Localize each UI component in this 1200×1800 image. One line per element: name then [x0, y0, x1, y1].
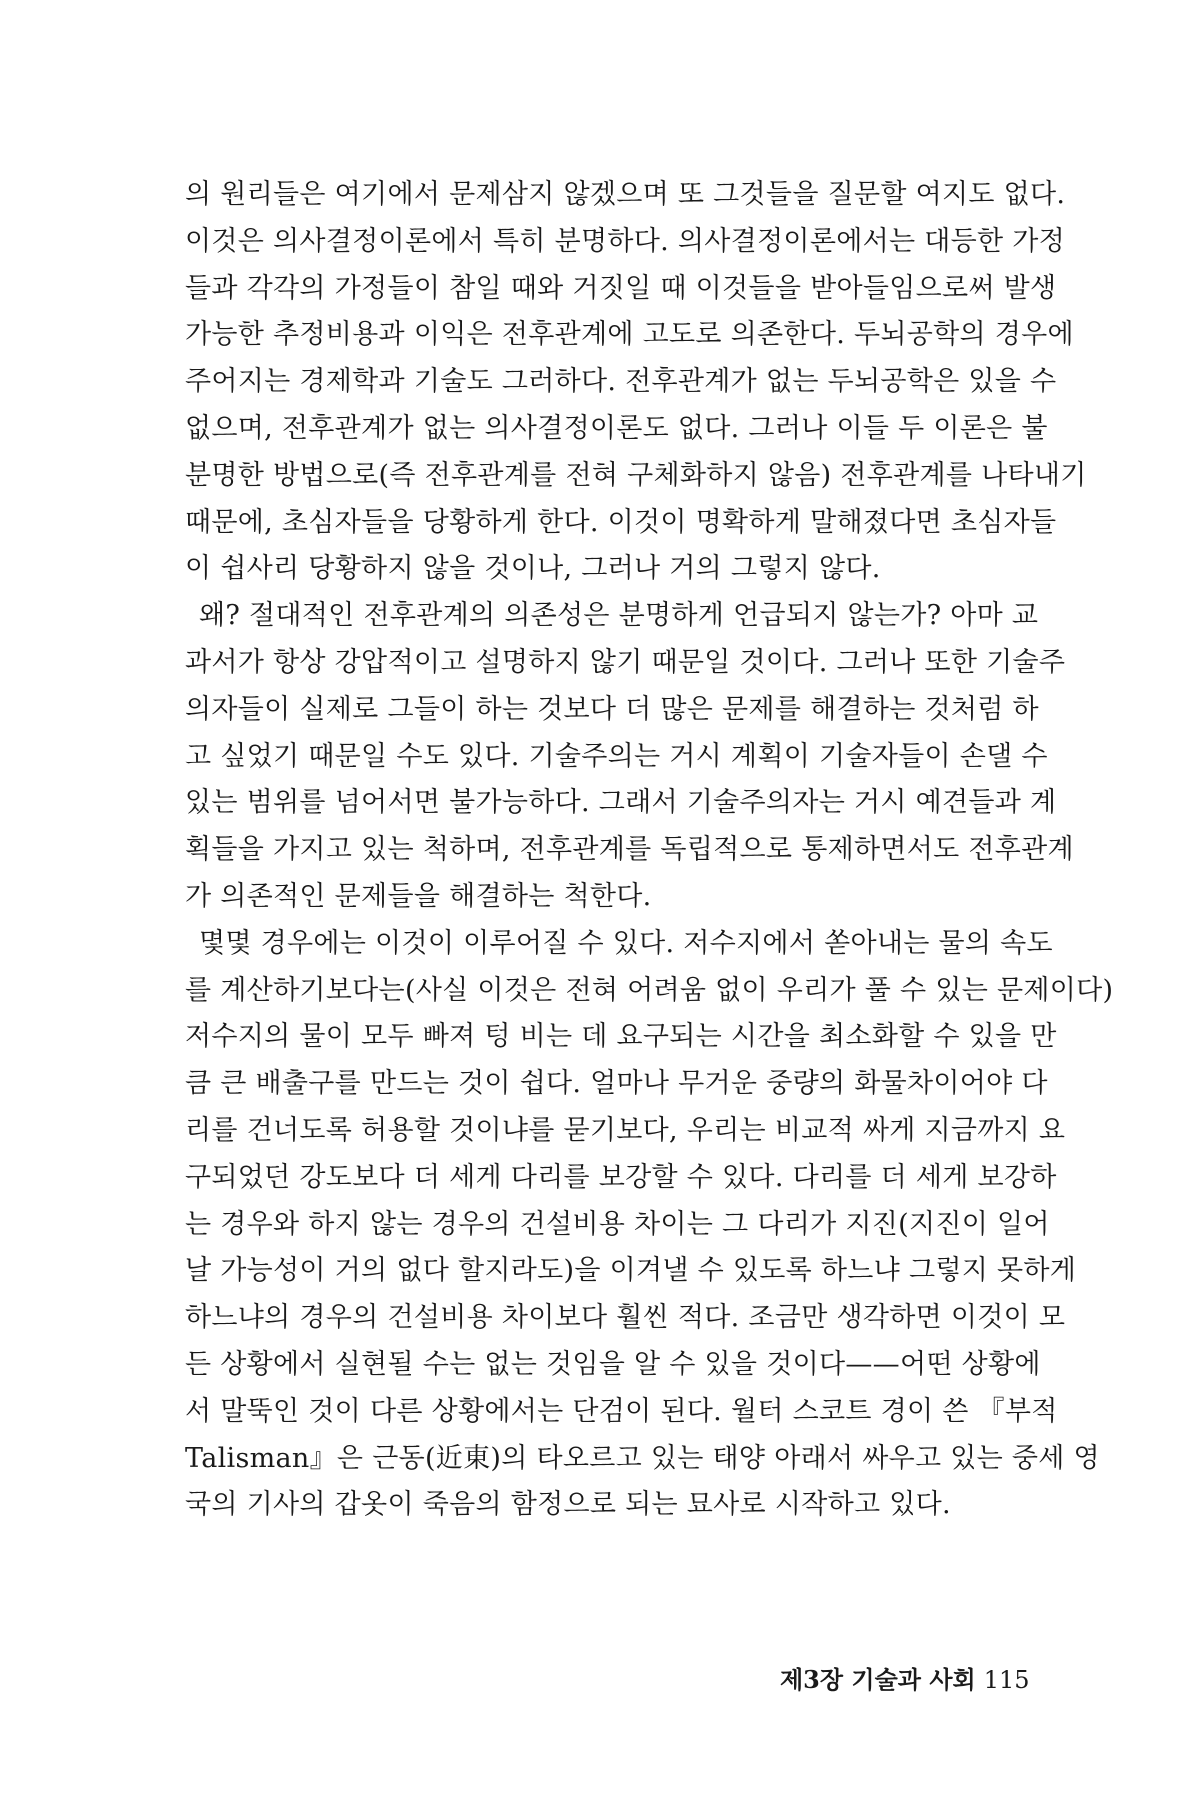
text-line: 때문에, 초심자들을 당황하게 한다. 이것이 명확하게 말해졌다면 초심자들 [185, 506, 1057, 538]
text-line: 이것은 의사결정이론에서 특히 분명하다. 의사결정이론에서는 대등한 가정 [185, 225, 1066, 257]
page-number: 115 [983, 1666, 1030, 1694]
text-line: 이 쉽사리 당황하지 않을 것이나, 그러나 거의 그렇지 않다. [185, 553, 881, 585]
text-line: 큼 큰 배출구를 만드는 것이 쉽다. 얼마나 무거운 중량의 화물차이어야 다 [185, 1068, 1048, 1100]
text-line: 가능한 추정비용과 이익은 전후관계에 고도로 의존한다. 두뇌공학의 경우에 [185, 319, 1074, 351]
text-line: 리를 건너도록 허용할 것이냐를 묻기보다, 우리는 비교적 싸게 지금까지 요 [185, 1114, 1066, 1146]
text-line: 없으며, 전후관계가 없는 의사결정이론도 없다. 그러나 이들 두 이론은 불 [185, 412, 1048, 444]
text-line: 날 가능성이 거의 없다 할지라도)을 이겨낼 수 있도록 하느냐 그렇지 못하게 [185, 1255, 1077, 1287]
text-line: 국의 기사의 갑옷이 죽음의 함정으로 되는 묘사로 시작하고 있다. [185, 1489, 951, 1521]
body-text [185, 172, 1114, 1529]
text-line: 있는 범위를 넘어서면 불가능하다. 그래서 기술주의자는 거시 예견들과 계 [185, 787, 1057, 819]
text-line: 가 의존적인 문제들을 해결하는 척한다. [185, 880, 652, 912]
text-line: 의 원리들은 여기에서 문제삼지 않겠으며 또 그것들을 질문할 여지도 없다. [185, 179, 1066, 210]
text-line: 든 상황에서 실현될 수는 없는 것임을 알 수 있을 것이다——어떤 상황에 [185, 1348, 1041, 1380]
text-line: 저수지의 물이 모두 빠져 텅 비는 데 요구되는 시간을 최소화할 수 있을 만 [185, 1021, 1057, 1053]
text-line: 왜? 절대적인 전후관계의 의존성은 분명하게 언급되지 않는가? 아마 교 [199, 600, 1039, 632]
text-line: 들과 각각의 가정들이 참일 때와 거짓일 때 이것들을 받아들임으로써 발생 [185, 272, 1057, 304]
paragraph [185, 172, 1087, 593]
running-head: 제3장 기술과 사회 [780, 1665, 976, 1694]
text-line: 는 경우와 하지 않는 경우의 건설비용 차이는 그 다리가 지진(지진이 일어 [185, 1208, 1050, 1240]
text-line: 를 계산하기보다는(사실 이것은 전혀 어려움 없이 우리가 풀 수 있는 문제이다) [185, 974, 1114, 1006]
text-line: 몇몇 경우에는 이것이 이루어질 수 있다. 저수지에서 쏟아내는 물의 속도 [199, 927, 1053, 959]
text-line: 구되었던 강도보다 더 세게 다리를 보강할 수 있다. 다리를 더 세게 보강하 [185, 1161, 1057, 1193]
page-footer [780, 1660, 1030, 1695]
paragraph [185, 921, 1114, 1529]
text-line: 분명한 방법으로(즉 전후관계를 전혀 구체화하지 않음) 전후관계를 나타내기 [185, 459, 1087, 491]
paragraph [185, 593, 1074, 921]
text-line: 획들을 가지고 있는 척하며, 전후관계를 독립적으로 통제하면서도 전후관계 [185, 834, 1074, 866]
text-line: Talisman』은 근동(近東)의 타오르고 있는 태양 아래서 싸우고 있는 중세 영 [185, 1442, 1100, 1474]
text-line: 과서가 항상 강압적이고 설명하지 않기 때문일 것이다. 그러나 또한 기술주 [185, 646, 1066, 678]
text-line: 하느냐의 경우의 건설비용 차이보다 훨씬 적다. 조금만 생각하면 이것이 모 [185, 1302, 1066, 1334]
text-line: 주어지는 경제학과 기술도 그러하다. 전후관계가 없는 두뇌공학은 있을 수 [185, 366, 1057, 398]
text-line: 의자들이 실제로 그들이 하는 것보다 더 많은 문제를 해결하는 것처럼 하 [185, 693, 1039, 725]
text-line: 고 싶었기 때문일 수도 있다. 기술주의는 거시 계획이 기술자들이 손댈 수 [185, 740, 1048, 772]
text-line: 서 말뚝인 것이 다른 상황에서는 단검이 된다. 월터 스코트 경이 쓴 『부적 [185, 1395, 1058, 1427]
